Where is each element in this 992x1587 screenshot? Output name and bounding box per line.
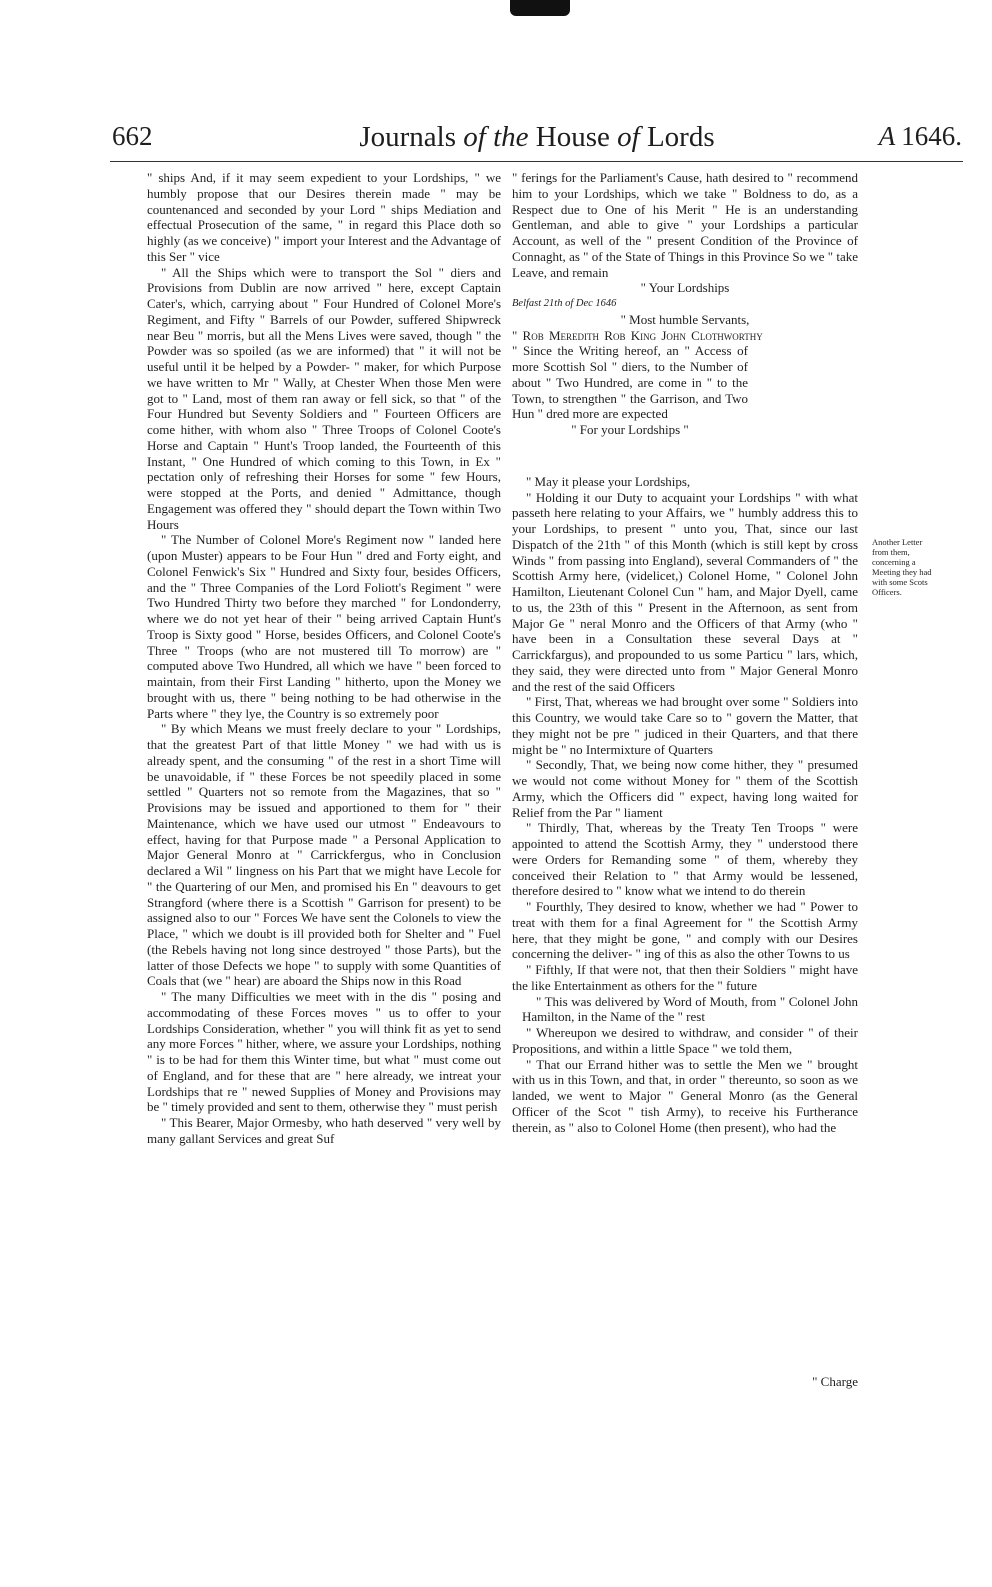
right-column: [512, 170, 858, 1135]
page-number: 662: [112, 121, 153, 151]
page-header: [112, 121, 962, 163]
letter-closing: " Your Lordships: [640, 280, 730, 296]
postscript-closing: " For your Lordships ": [571, 422, 689, 437]
catchword: " Charge: [812, 1374, 858, 1389]
postscript: " Since the Writing hereof, an " Access of more Scottish Sol " diers, to the Number of about " Two Hundred, are come in " to the Town, to strengthen " the Garrison, and Two Hun " dred more are expected: [512, 343, 748, 422]
title-of: of: [617, 121, 640, 153]
paragraph: " The many Difficulties we meet with in the dis " posing and accommodating of these Forces moves " us to offer to your Lordships Consideration, whether " you will think fit as yet to send any more Forces " hither, where, we assure your Lordships, nothing " is to be had for them this Winter time, but what " must come out of England, and for these that are " here already, we intreat your Lordships that re " newed Supplies of Money and Provisions may be " timely provided and sent to them, otherwise they " must perish: [147, 989, 501, 1115]
paragraph: " This was delivered by Word of Mouth, from " Colonel John Hamilton, in the Name of the " rest: [522, 993, 858, 1025]
paragraph: " Fifthly, If that were not, that then their Soldiers " might have the like Entertainment as others for the " future: [512, 962, 858, 993]
ink-blot: [510, 0, 570, 16]
title-lords: Lords: [646, 121, 715, 153]
paragraph: " By which Means we must freely declare to your " Lordships, that the greatest Part of that little Money " we had with us is already spent, and the consuming " of the rest in a short Time will be unavoidable, if " these Forces be not speedily placed in some settled " Quarters not so remote from the Magazines, that so " Provisions may be issued and apportioned to them for " their Maintenance, which we have used our utmost " Endeavours to effect, having for that Purpose made " a Personal Application to Major General Monro at " Carrickfergus, who in Conclusion declared a Wil " lingness on his Part that we might have Lecole for " the Quartering of our Men, and promised his En " deavours to get Strangford (where there is a Scottish " Garrison for present) to be assigned also to our " Forces We have sent the Colonels to view the Place, " which we doubt is ill provided both for Shelter and " Fuel (the Rebels having not long since destroyed " those Parts), but the latter of those Defects we hope " to supply with some Quantities of Coals that (we " hear) are aboard the Ships now in this Road: [147, 721, 501, 989]
letter-closing: " Most humble Servants,: [620, 311, 750, 327]
paragraph: " Fourthly, They desired to know, whether we had " Power to treat with them for a final Agreement for " the Scottish Army here, that they might be gone, " and comply with our Desires concerning the deliver- " ing of this as also the other Towns to us: [512, 899, 858, 962]
running-title: [112, 121, 962, 154]
paragraph: " That our Errand hither was to settle the Men we " brought with us in this Town, and that, in order " thereunto, so soon as we landed, we went to Major " General Monro (as the General Officer of the Scot " tish Army), to receive his Furtherance therein, as " also to Colonel Home (then present), who had the: [512, 1056, 858, 1135]
paragraph: " ferings for the Parliament's Cause, hath desired to " recommend him to your Lordships, which we take " Boldness to do, as a Respect due to One of his Merit " He is an understanding Gentleman, and able to give " your Lordships a particular Account, as well of the " present Condition of the Province of Connaght, as " of the State of Things in this Province So we " take Leave, and remain: [512, 170, 858, 280]
paragraph: " ships And, if it may seem expedient to your Lordships, " we humbly propose that our Desires therein made " may be countenanced and seconded by your Lord " ships Mediation and effectual Prosecution of the same, " in regard this Place doth so highly (as we conceive) " import your Interest and the Advantage of this Ser " vice: [147, 170, 501, 264]
year-letter: A: [878, 121, 896, 151]
dateline: Belfast 21th of Dec 1646: [512, 298, 617, 309]
spacer: [512, 438, 858, 474]
salutation: " May it please your Lordships,: [526, 473, 691, 489]
left-column: [147, 170, 501, 1147]
year-number: 1646.: [901, 121, 962, 151]
year: [879, 121, 962, 152]
title-journals: Journals: [359, 121, 457, 153]
paragraph: " Holding it our Duty to acquaint your Lordships " with what passeth here relating to your Affairs, we " humbly address this to your Lordships, to present " unto you, That, since our last Dispatch of the 21th " of this Month (which is still kept by cross Winds " from passing into England), several Commanders of " the Scottish Army here, (videlicet,) Colonel Home, " Colonel John Hamilton, Lieutenant Colonel Cun " ham, and Major Dyell, came to us, the 23th of this " Present in the Afternoon, as sent from Major Ge " neral Monro and the Officers of that Army (who " have been in a Consultation these several Days at " Carrickfargus), and propounded to us some Particu " lars, which, they said, they were directed unto from " Major General Monro and the rest of the said Officers: [512, 489, 858, 694]
paragraph: " Secondly, That, we being now come hither, they " presumed we would not come without Money for " them of the Scottish Army, which the Officers did " expect, having long waited for Relief from the Par " liament: [512, 757, 858, 820]
title-house: House: [535, 121, 610, 153]
paragraph: " All the Ships which were to transport the Sol " diers and Provisions from Dublin are now arrived " here, except Captain Cater's, which, carrying about " Four Hundred of Colonel More's Regiment, and Fifty " Barrels of our Powder, suffered Shipwreck near Beu " morris, but all the Mens Lives were saved, though " the Powder was so spoiled (as we are informed) that " it will not be useful until it be helped by a Powder- " maker, for which Purpose we have written to Mr " Wally, at Chester When those Men were got to " Land, most of them ran away or fell sick, so that " of the Four Hundred but Seventy Soldiers and " Fourteen Officers are come hither, with whom also " Three Troops of Colonel Coote's Horse and Captain " Hunt's Troop landed, the Fourteenth of this Instant, " One Hundred of which coming to this Town, in Ex " pectation only of refreshing their Horses for some " few Hours, were stopped at the Ports, and denied " Admittance, though Engagement was offered they " should depart the Town within Two Hours: [147, 264, 501, 532]
title-of-the: of the: [463, 121, 529, 153]
paragraph: " First, That, whereas we had brought over some " Soldiers into this Country, we would take Care so to " govern the Matter, that they might not be pre " judiced in their Quarters, and that there might be " no Intermixture of Quarters: [512, 694, 858, 757]
margin-note: Another Letter from them, concerning a Meeting they had with some Scots Officers.: [872, 537, 932, 597]
paragraph: " Thirdly, That, whereas by the Treaty Ten Troops " were appointed to attend the Scottish Army, they " understood there were Orders for Remanding some " of them, whereby they conceived their Relation to " that Army would be lessened, therefore desired to " know what we intend to do therein: [512, 820, 858, 899]
paragraph: " Whereupon we desired to withdraw, and consider " of their Propositions, and within a little Space " we told them,: [512, 1025, 858, 1056]
paragraph: " The Number of Colonel More's Regiment now " landed here (upon Muster) appears to be Four Hun " dred and Forty eight, and Colonel Fenwick's Six " Hundred and Sixty four, besides Officers, and the " Three Companies of the Lord Foliott's Regiment " were Two Hundred Thirty two before they marched " for Londonderry, where we do not yet hear of their " being arrived Captain Hunt's Troop is Sixty good " Horse, besides Officers, and Colonel Coote's Three " Troops (who are not mustered till To morrow) are " computed above Two Hundred, all which we have " been forced to maintain, from their First Landing " hitherto, upon the Money we brought with us, there " being nothing to be had otherwise in the Parts where " they lye, the Country is so extremely poor: [147, 532, 501, 721]
signatures: " Rob Meredith Rob King John Clothworthy: [512, 327, 763, 343]
paragraph: " This Bearer, Major Ormesby, who hath deserved " very well by many gallant Services and great Suf: [147, 1115, 501, 1146]
header-rule: [110, 161, 963, 162]
